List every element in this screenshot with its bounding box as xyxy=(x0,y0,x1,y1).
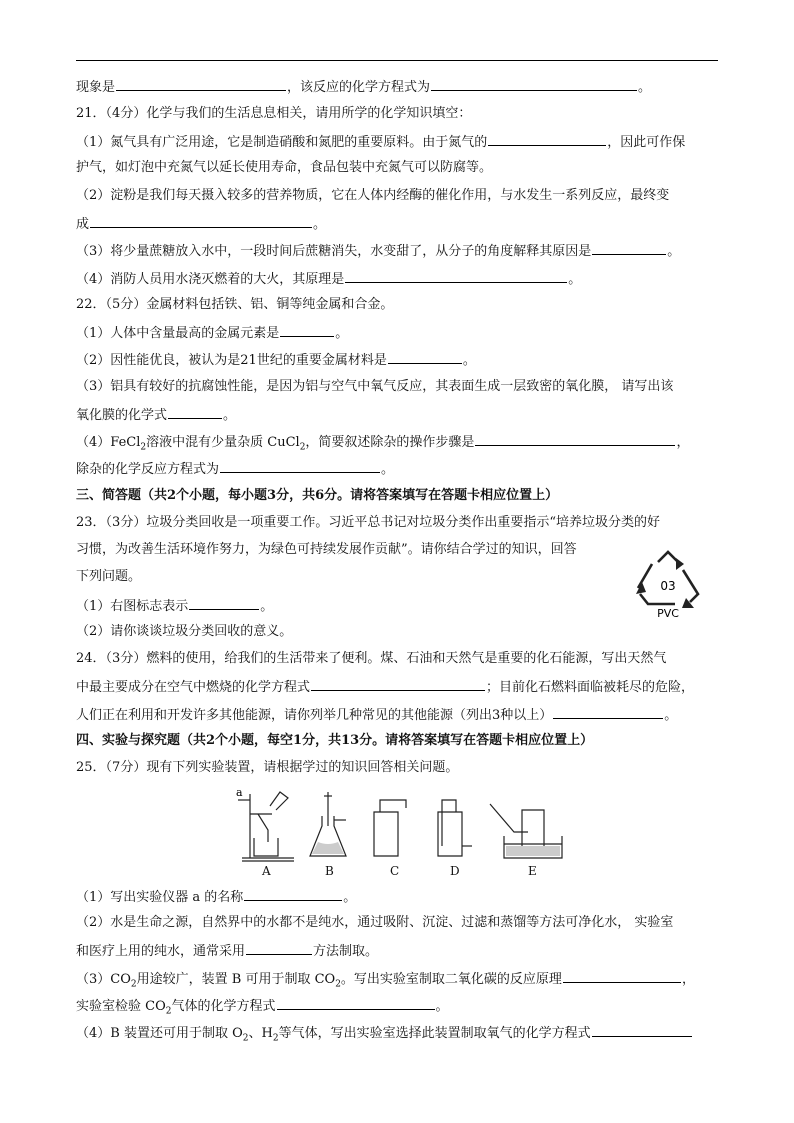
answer-blank[interactable] xyxy=(220,458,380,473)
text-line: 下列问题。 xyxy=(76,569,142,584)
answer-blank[interactable] xyxy=(90,213,312,228)
recycle-label: PVC xyxy=(657,607,679,620)
answer-blank[interactable] xyxy=(277,995,435,1010)
answer-blank[interactable] xyxy=(246,940,312,955)
text-line: （4）FeCl$_2$溶液中混有少量杂质 CuCl$_2$，简要叙述除杂的操作步骤是 ， xyxy=(76,431,689,453)
text-line: 现象是 ，该反应的化学方程式为 。 xyxy=(76,76,651,98)
text-line: 习惯，为改善生活环境作努力，为绿色可持续发展作贡献”。请你结合学过的知识，回答 xyxy=(76,542,577,557)
text-line: 实验室检验 $CO_2$气体的化学方程式 。 xyxy=(76,995,449,1017)
header-rule xyxy=(76,60,718,61)
figure-caption: E xyxy=(528,864,537,878)
section-heading: 四、实验与探究题（共2个小题，每空1分，共13分。请将答案填写在答题卡相应位置上） xyxy=(76,733,594,748)
text-line: （1）人体中含量最高的金属元素是 。 xyxy=(76,322,348,344)
figure-caption: A xyxy=(262,864,271,878)
figure-caption: D xyxy=(450,864,460,878)
answer-blank[interactable] xyxy=(345,268,567,283)
text-line: 和医疗上用的纯水，通常采用 方法制取。 xyxy=(76,940,378,962)
answer-blank[interactable] xyxy=(280,322,334,337)
text-line: （2）请你谈谈垃圾分类回收的意义。 xyxy=(76,624,293,639)
answer-blank[interactable] xyxy=(592,240,666,255)
answer-blank[interactable] xyxy=(431,76,637,91)
text-line: （1）写出实验仪器 a 的名称 。 xyxy=(76,886,356,908)
answer-blank[interactable] xyxy=(116,76,286,91)
figure-caption: C xyxy=(390,864,400,878)
text-line: （1）右图标志表示 。 xyxy=(76,595,273,617)
text-line: 氧化膜的化学式 。 xyxy=(76,404,236,426)
question-21: 21．（4分）化学与我们的生活息息相关，请用所学的化学知识填空： xyxy=(76,106,472,121)
question-24: 24．（3分）燃料的使用，给我们的生活带来了便利。煤、石油和天然气是重要的化石能源，写出天然气 xyxy=(76,651,667,666)
text-line: 人们正在利用和开发许多其他能源，请你列举几种常见的其他能源（列出3种以上） 。 xyxy=(76,704,677,726)
answer-blank[interactable] xyxy=(563,968,681,983)
answer-blank[interactable] xyxy=(311,676,485,691)
question-22: 22．（5分）金属材料包括铁、铝、铜等纯金属和合金。 xyxy=(76,297,394,312)
text-line: 中最主要成分在空气中燃烧的化学方程式 ；目前化石燃料面临被耗尽的危险， xyxy=(76,676,694,698)
answer-blank[interactable] xyxy=(592,1022,692,1037)
text-line: （2）因性能优良，被认为是21世纪的重要金属材料是 。 xyxy=(76,349,476,371)
text-line: 除杂的化学反应方程式为 。 xyxy=(76,458,394,480)
text-line: （2）淀粉是我们每天摄入较多的营养物质，它在人体内经酶的催化作用，与水发生一系列反应，最终变 xyxy=(76,188,670,203)
answer-blank[interactable] xyxy=(488,131,606,146)
text-line: （3）将少量蔗糖放入水中，一段时间后蔗糖消失，水变甜了，从分子的角度解释其原因是 。 xyxy=(76,240,680,262)
answer-blank[interactable] xyxy=(244,886,342,901)
text-line: 护气，如灯泡中充氮气以延长使用寿命，食品包装中充氮气可以防腐等。 xyxy=(76,160,493,175)
apparatus-a-label: a xyxy=(236,786,243,799)
answer-blank[interactable] xyxy=(475,431,675,446)
answer-blank[interactable] xyxy=(388,349,462,364)
text-line: （2）水是生命之源，自然界中的水都不是纯水，通过吸附、沉淀、过滤和蒸馏等方法可净化水， 实验室 xyxy=(76,915,674,930)
text-line: （4）消防人员用水浇灭燃着的大火，其原理是 。 xyxy=(76,268,581,290)
text-line: （3）铝具有较好的抗腐蚀性能，是因为铝与空气中氧气反应，其表面生成一层致密的氧化膜， 请写出该 xyxy=(76,379,674,394)
text-line: （1）氮气具有广泛用途，它是制造硝酸和氮肥的重要原料。由于氮气的 ，因此可作保 xyxy=(76,131,685,153)
section-heading: 三、简答题（共2个小题，每小题3分，共6分。请将答案填写在答题卡相应位置上） xyxy=(76,488,559,503)
text-line: （4）B 装置还可用于制取 $O_2$、$H_2$等气体，写出实验室选择此装置制取氧气的化学方程式 xyxy=(76,1022,693,1044)
lab-apparatus-figure xyxy=(228,786,568,864)
recycle-code: 03 xyxy=(660,579,676,593)
figure-caption: B xyxy=(325,864,334,878)
answer-blank[interactable] xyxy=(189,595,259,610)
recycle-triangle-icon xyxy=(628,548,708,620)
answer-blank[interactable] xyxy=(553,704,663,719)
question-23: 23．（3分）垃圾分类回收是一项重要工作。习近平总书记对垃圾分类作出重要指示“培养垃圾分类的好 xyxy=(76,515,660,530)
text-line: $(3)CO_2$用途较广，装置 B 可用于制取 $CO_2$。写出实验室制取二氧化碳的反应原理 ， xyxy=(76,968,695,990)
question-25: 25．（7分）现有下列实验装置，请根据学过的知识回答相关问题。 xyxy=(76,760,459,775)
text-line: 成 。 xyxy=(76,213,326,235)
answer-blank[interactable] xyxy=(168,404,222,419)
